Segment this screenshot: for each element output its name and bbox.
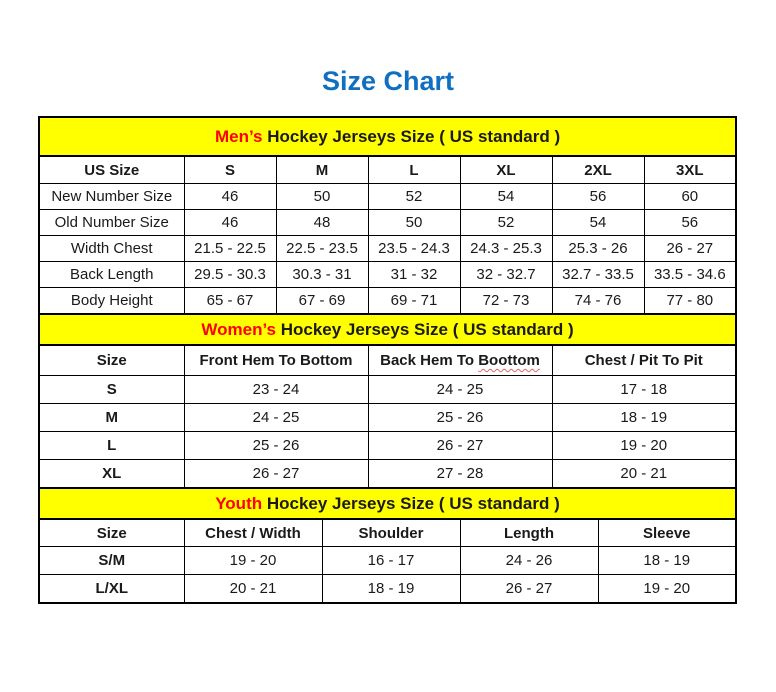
size-value-cell: 20 - 21 bbox=[184, 575, 322, 604]
size-value-cell: 56 bbox=[552, 184, 644, 210]
size-value-cell: 23.5 - 24.3 bbox=[368, 236, 460, 262]
column-header: Shoulder bbox=[322, 519, 460, 547]
table-row bbox=[39, 210, 736, 236]
mens-heading-rest: Hockey Jerseys Size ( US standard ) bbox=[262, 126, 561, 146]
size-value-cell: 33.5 - 34.6 bbox=[644, 262, 736, 288]
size-value-cell: 65 - 67 bbox=[184, 288, 276, 315]
youth-section-title bbox=[39, 488, 736, 519]
size-value-cell: 19 - 20 bbox=[552, 432, 736, 460]
table-row bbox=[39, 236, 736, 262]
womens-section-band bbox=[39, 314, 736, 345]
table-row bbox=[39, 262, 736, 288]
mens-highlight-word: Men’s bbox=[214, 126, 263, 146]
size-value-cell: 32 - 32.7 bbox=[460, 262, 552, 288]
size-value-cell: 22.5 - 23.5 bbox=[276, 236, 368, 262]
size-value-cell: 29.5 - 30.3 bbox=[184, 262, 276, 288]
row-label: Width Chest bbox=[39, 236, 184, 262]
row-label: M bbox=[39, 404, 184, 432]
size-value-cell: 18 - 19 bbox=[552, 404, 736, 432]
size-value-cell: 21.5 - 22.5 bbox=[184, 236, 276, 262]
row-label: XL bbox=[39, 460, 184, 489]
row-label: New Number Size bbox=[39, 184, 184, 210]
womens-header-row bbox=[39, 345, 736, 376]
size-value-cell: 26 - 27 bbox=[460, 575, 598, 604]
size-value-cell: 25.3 - 26 bbox=[552, 236, 644, 262]
column-header: S bbox=[184, 156, 276, 184]
row-label: Old Number Size bbox=[39, 210, 184, 236]
column-header: Chest / Width bbox=[184, 519, 322, 547]
size-value-cell: 67 - 69 bbox=[276, 288, 368, 315]
size-value-cell: 25 - 26 bbox=[368, 404, 552, 432]
column-header: M bbox=[276, 156, 368, 184]
table-row bbox=[39, 404, 736, 432]
table-row bbox=[39, 547, 736, 575]
table-row bbox=[39, 460, 736, 489]
column-header: 2XL bbox=[552, 156, 644, 184]
size-value-cell: 32.7 - 33.5 bbox=[552, 262, 644, 288]
size-value-cell: 24 - 25 bbox=[184, 404, 368, 432]
size-value-cell: 30.3 - 31 bbox=[276, 262, 368, 288]
size-value-cell: 19 - 20 bbox=[598, 575, 736, 604]
size-value-cell: 48 bbox=[276, 210, 368, 236]
size-value-cell: 17 - 18 bbox=[552, 376, 736, 404]
size-value-cell: 18 - 19 bbox=[598, 547, 736, 575]
table-row bbox=[39, 432, 736, 460]
size-value-cell: 23 - 24 bbox=[184, 376, 368, 404]
size-value-cell: 46 bbox=[184, 210, 276, 236]
column-header: Sleeve bbox=[598, 519, 736, 547]
column-header: Front Hem To Bottom bbox=[184, 345, 368, 376]
table-row bbox=[39, 184, 736, 210]
size-value-cell: 16 - 17 bbox=[322, 547, 460, 575]
size-value-cell: 27 - 28 bbox=[368, 460, 552, 489]
size-value-cell: 18 - 19 bbox=[322, 575, 460, 604]
size-value-cell: 74 - 76 bbox=[552, 288, 644, 315]
column-header: Size bbox=[39, 345, 184, 376]
size-value-cell: 19 - 20 bbox=[184, 547, 322, 575]
page-title: Size Chart bbox=[321, 66, 455, 96]
row-label: L/XL bbox=[39, 575, 184, 604]
size-value-cell: 56 bbox=[644, 210, 736, 236]
size-value-cell: 46 bbox=[184, 184, 276, 210]
youth-section-band bbox=[39, 488, 736, 519]
size-value-cell: 52 bbox=[368, 184, 460, 210]
column-header: XL bbox=[460, 156, 552, 184]
size-value-cell: 69 - 71 bbox=[368, 288, 460, 315]
row-label: S/M bbox=[39, 547, 184, 575]
size-value-cell: 50 bbox=[368, 210, 460, 236]
youth-size-table bbox=[38, 487, 737, 604]
youth-header-row bbox=[39, 519, 736, 547]
row-label: Body Height bbox=[39, 288, 184, 315]
row-label: S bbox=[39, 376, 184, 404]
size-value-cell: 60 bbox=[644, 184, 736, 210]
size-value-cell: 54 bbox=[460, 184, 552, 210]
table-row bbox=[39, 376, 736, 404]
column-header: Back Hem To Boottom bbox=[368, 345, 552, 376]
mens-size-table bbox=[38, 116, 737, 315]
size-value-cell: 24 - 26 bbox=[460, 547, 598, 575]
mens-header-row bbox=[39, 156, 736, 184]
misspelled-word: Boottom bbox=[478, 352, 540, 369]
size-value-cell: 24 - 25 bbox=[368, 376, 552, 404]
size-tables bbox=[38, 116, 735, 604]
column-header: L bbox=[368, 156, 460, 184]
womens-size-table bbox=[38, 313, 737, 489]
column-header: Size bbox=[39, 519, 184, 547]
size-value-cell: 50 bbox=[276, 184, 368, 210]
size-value-cell: 54 bbox=[552, 210, 644, 236]
size-value-cell: 31 - 32 bbox=[368, 262, 460, 288]
column-header: 3XL bbox=[644, 156, 736, 184]
youth-highlight-word: Youth bbox=[215, 493, 263, 513]
row-label: L bbox=[39, 432, 184, 460]
womens-heading-rest: Hockey Jerseys Size ( US standard ) bbox=[276, 319, 574, 339]
row-label: Back Length bbox=[39, 262, 184, 288]
size-value-cell: 77 - 80 bbox=[644, 288, 736, 315]
column-header: Chest / Pit To Pit bbox=[552, 345, 736, 376]
column-header: Length bbox=[460, 519, 598, 547]
size-value-cell: 26 - 27 bbox=[368, 432, 552, 460]
size-value-cell: 72 - 73 bbox=[460, 288, 552, 315]
womens-section-title bbox=[39, 314, 736, 345]
column-header: US Size bbox=[39, 156, 184, 184]
table-row bbox=[39, 288, 736, 315]
size-value-cell: 26 - 27 bbox=[184, 460, 368, 489]
size-value-cell: 25 - 26 bbox=[184, 432, 368, 460]
table-row bbox=[39, 575, 736, 604]
size-value-cell: 26 - 27 bbox=[644, 236, 736, 262]
size-value-cell: 24.3 - 25.3 bbox=[460, 236, 552, 262]
youth-heading-rest: Hockey Jerseys Size ( US standard ) bbox=[262, 493, 560, 513]
mens-section-band bbox=[39, 117, 736, 156]
size-value-cell: 20 - 21 bbox=[552, 460, 736, 489]
womens-highlight-word: Women’s bbox=[201, 319, 276, 339]
mens-section-title bbox=[39, 117, 736, 156]
size-value-cell: 52 bbox=[460, 210, 552, 236]
